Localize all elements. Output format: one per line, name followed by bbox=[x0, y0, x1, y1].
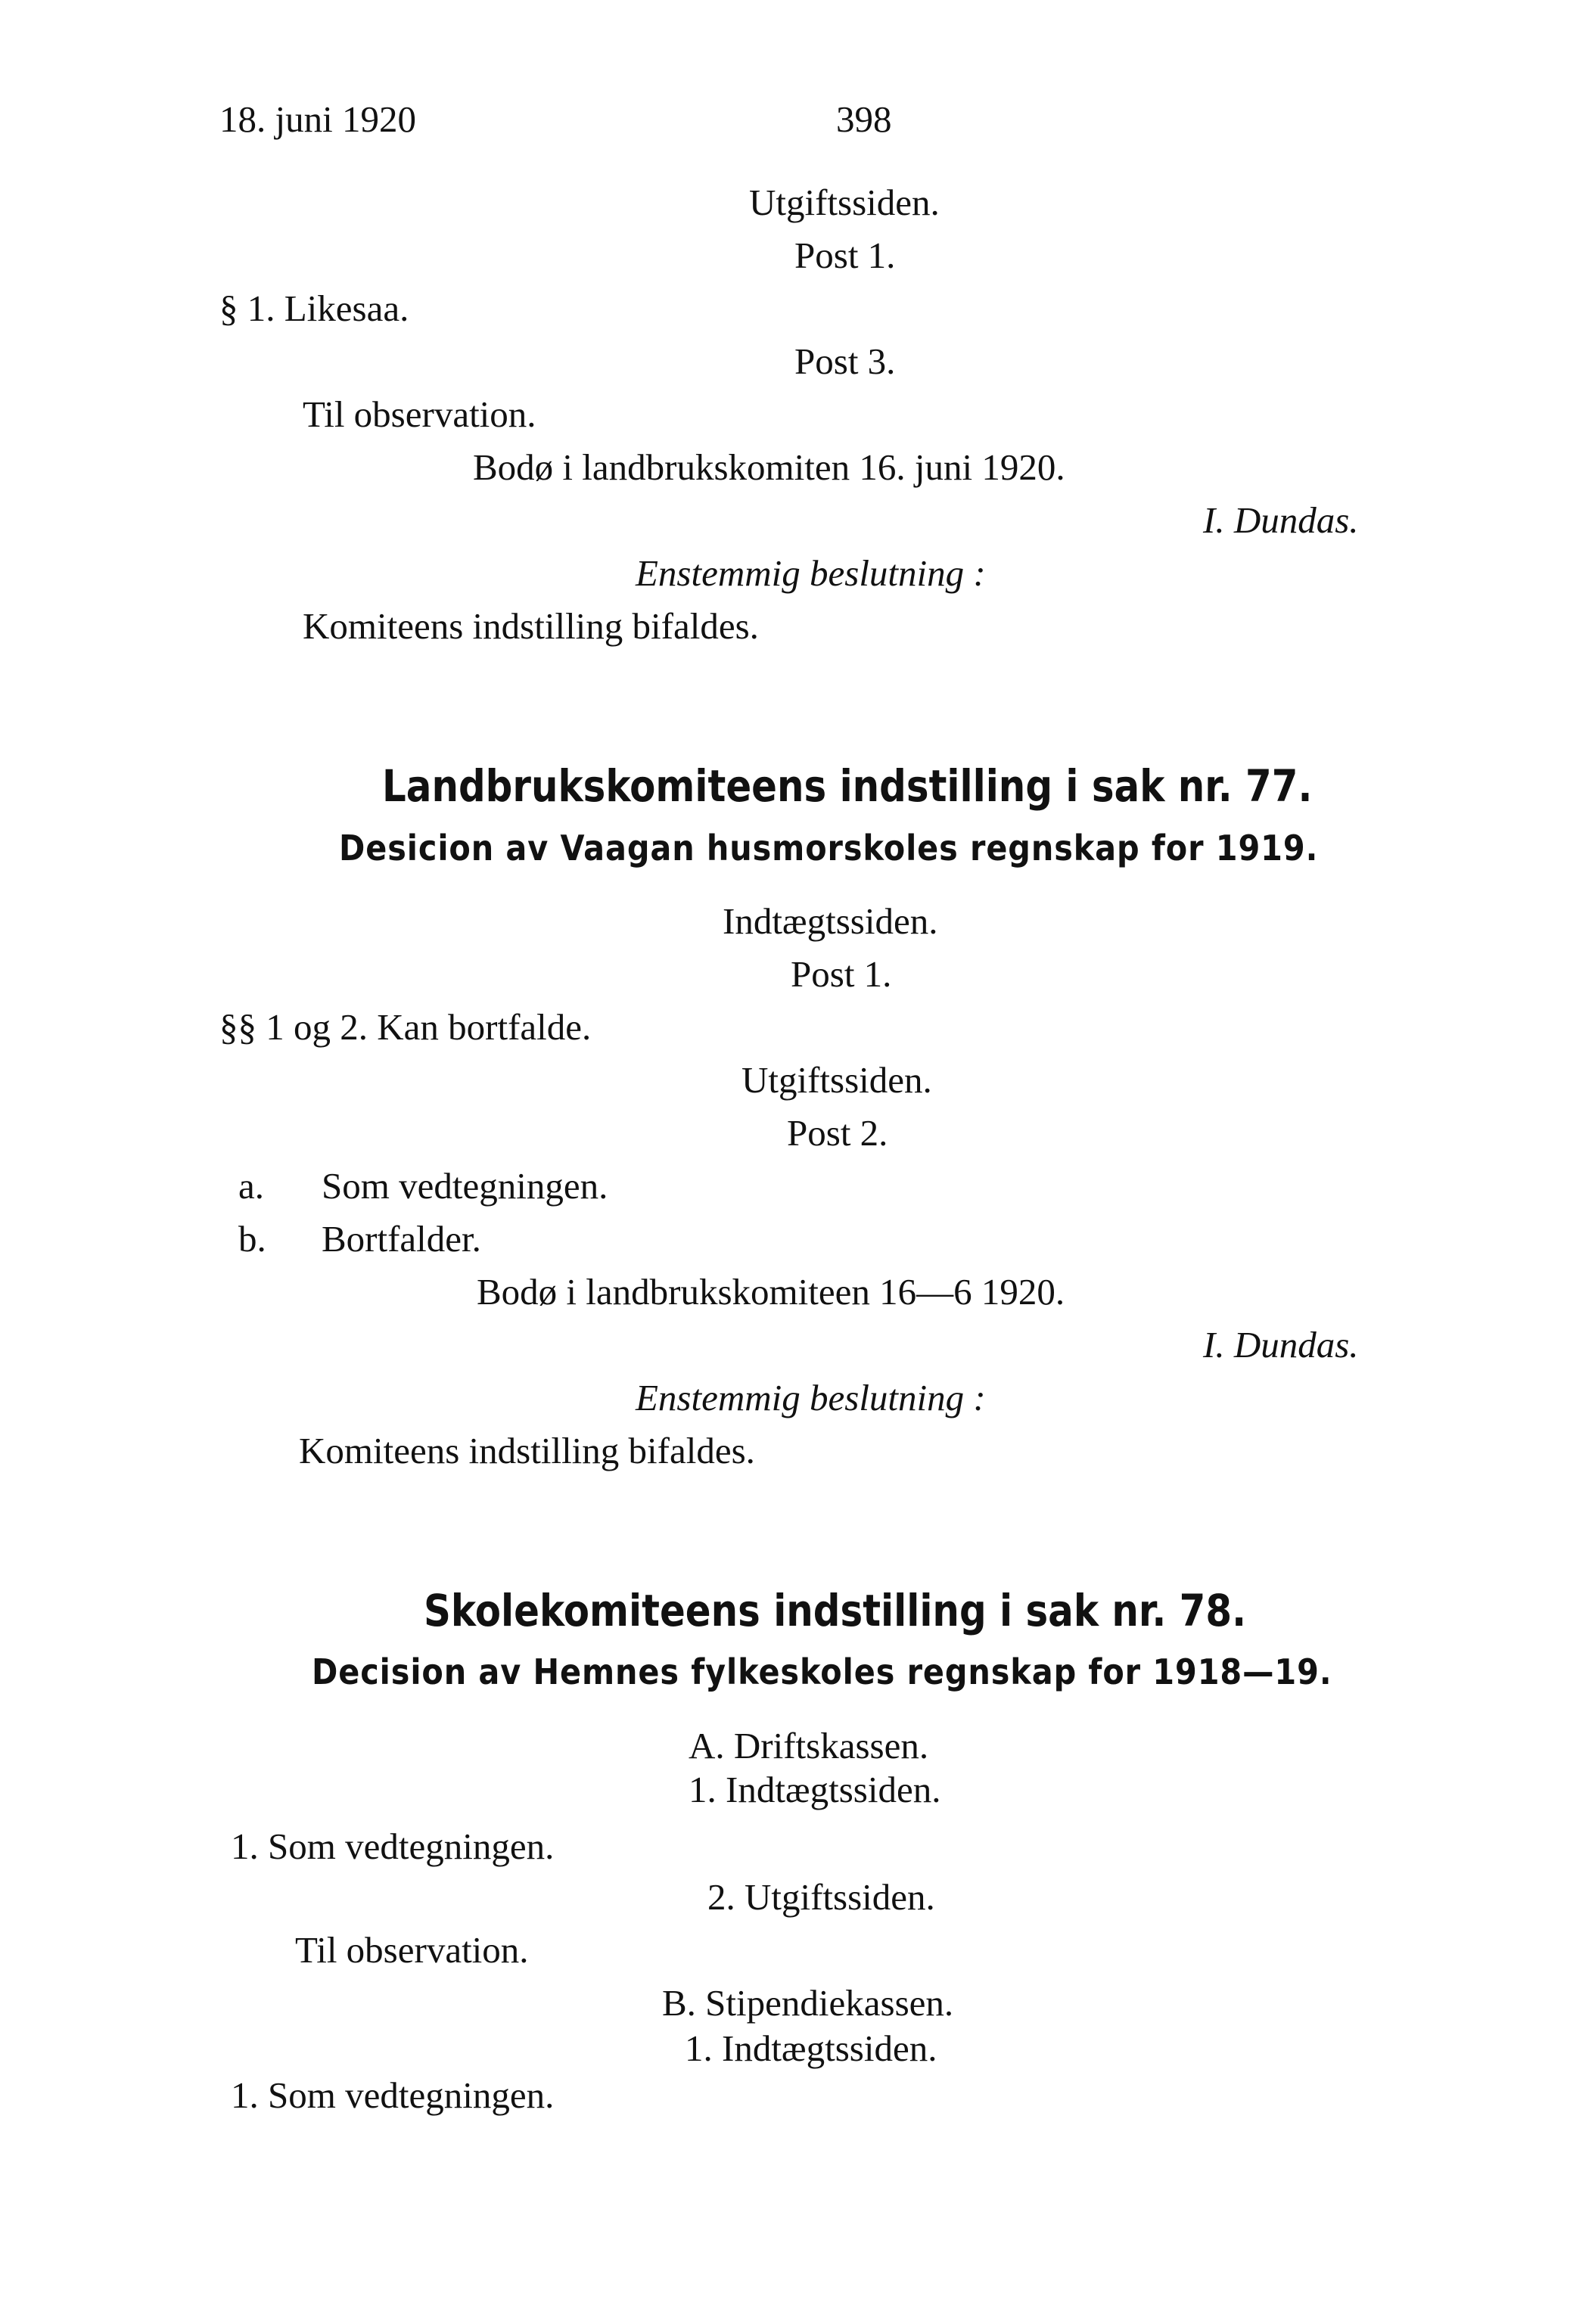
post-3-heading: Post 3. bbox=[794, 340, 896, 382]
item-b-text: Bortfalder. bbox=[322, 1218, 481, 1260]
post-2-heading: Post 2. bbox=[787, 1112, 888, 1154]
signature: I. Dundas. bbox=[1203, 1324, 1359, 1366]
item-1-b: 1. Som vedtegningen. bbox=[231, 2074, 555, 2116]
utgiftssiden-heading: 2. Utgiftssiden. bbox=[707, 1876, 935, 1918]
indtaegtssiden-heading: 1. Indtægtssiden. bbox=[689, 1769, 941, 1810]
item-a-label: a. bbox=[238, 1165, 264, 1207]
section-subtitle-78: Decision av Hemnes fylkeskoles regnskap for 1918—19. bbox=[312, 1651, 1332, 1692]
paragraph-1-og-2: §§ 1 og 2. Kan bortfalde. bbox=[219, 1006, 592, 1048]
observation-note: Til observation. bbox=[295, 1929, 529, 1971]
decision-text: Komiteens indstilling bifaldes. bbox=[303, 605, 759, 647]
stipendiekassen-heading: B. Stipendiekassen. bbox=[662, 1982, 954, 2024]
decision-text: Komiteens indstilling bifaldes. bbox=[299, 1430, 755, 1471]
paragraph-1: § 1. Likesaa. bbox=[219, 287, 409, 329]
post-1-heading: Post 1. bbox=[794, 235, 896, 276]
driftskassen-heading: A. Driftskassen. bbox=[689, 1725, 929, 1766]
utgiftssiden-heading: Utgiftssiden. bbox=[741, 1059, 932, 1101]
signature: I. Dundas. bbox=[1203, 499, 1359, 541]
decision-label: Enstemmig beslutning : bbox=[636, 1377, 986, 1418]
page-number: 398 bbox=[836, 98, 892, 140]
item-1: 1. Som vedtegningen. bbox=[231, 1825, 555, 1867]
place-date: Bodø i landbrukskomiteen 16—6 1920. bbox=[477, 1271, 1065, 1313]
section-subtitle-77: Desicion av Vaagan husmorskoles regnskap for 1919. bbox=[339, 828, 1319, 868]
indtaegtssiden-heading: Indtægtssiden. bbox=[723, 900, 938, 942]
post-1-heading: Post 1. bbox=[791, 953, 892, 995]
item-b-label: b. bbox=[238, 1218, 266, 1260]
observation-note: Til observation. bbox=[303, 393, 536, 435]
indtaegtssiden-heading-2: 1. Indtægtssiden. bbox=[685, 2027, 937, 2069]
section-title-78: Skolekomiteens indstilling i sak nr. 78. bbox=[424, 1585, 1247, 1636]
item-a-text: Som vedtegningen. bbox=[322, 1165, 608, 1207]
header-date: 18. juni 1920 bbox=[219, 98, 416, 140]
place-date: Bodø i landbrukskomiten 16. juni 1920. bbox=[473, 446, 1065, 488]
utgiftssiden-heading: Utgiftssiden. bbox=[749, 182, 940, 223]
section-title-77: Landbrukskomiteens indstilling i sak nr. 77. bbox=[382, 760, 1313, 812]
decision-label: Enstemmig beslutning : bbox=[636, 552, 986, 594]
